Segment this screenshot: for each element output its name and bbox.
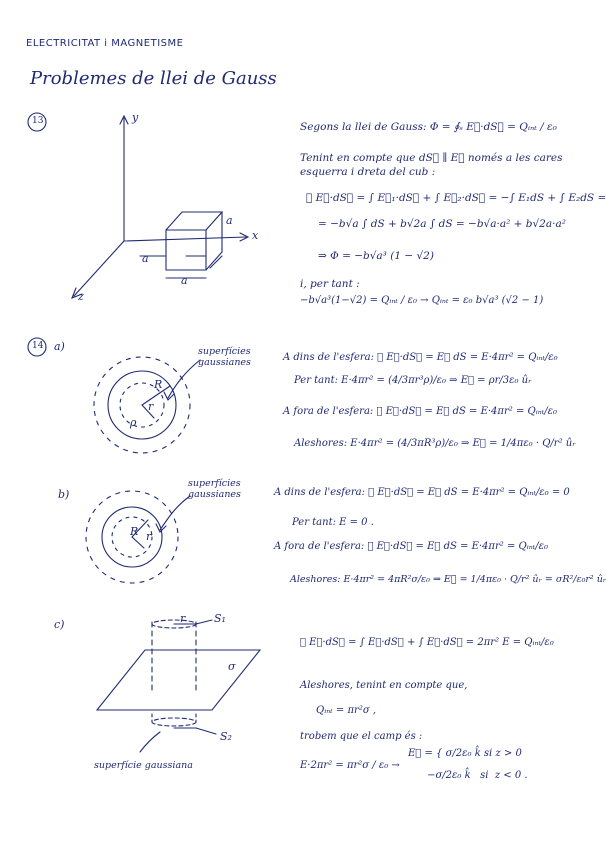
part-c-label: c) bbox=[54, 618, 65, 631]
charged-plane bbox=[97, 650, 260, 710]
part-a-label: a) bbox=[54, 340, 65, 353]
p14b-line-2: Per tant: E = 0 . bbox=[292, 517, 374, 528]
z-axis bbox=[74, 241, 124, 296]
p14b-line-3: A fora de l'esfera: ∮ E⃗·dS⃗ = E∮ dS = E·4πr² = Qᵢₙₜ/ε₀ bbox=[274, 541, 548, 552]
p14a-line-3: A fora de l'esfera: ∮ E⃗·dS⃗ = E∮ dS = E·4πr² = Qᵢₙₜ/ε₀ bbox=[283, 406, 557, 417]
gauss-cylinder-sides bbox=[152, 622, 196, 690]
p14c-line-6: E⃗ = { σ/2ε₀ k̂ si z > 0 bbox=[408, 748, 522, 759]
p14c-line-3: Qᵢₙₜ = πr²σ , bbox=[316, 705, 377, 716]
cube-dim-a-side: a bbox=[226, 214, 233, 227]
p13-line-3: esquerra i dreta del cub : bbox=[300, 166, 436, 178]
course-header: ELECTRICITAT i MAGNETISME bbox=[26, 38, 184, 49]
sigma-label: σ bbox=[228, 660, 236, 673]
p13-line-2: Tenint en compte que dS⃗ ∥ E⃗ només a les cares bbox=[300, 152, 563, 164]
sphere-a-r: r bbox=[148, 400, 154, 413]
p14b-line-1: A dins de l'esfera: ∮ E⃗·dS⃗ = E∮ dS = E·4πr² = Qᵢₙₜ/ε₀ = 0 bbox=[274, 487, 570, 498]
problem-14-number: 14 bbox=[32, 341, 44, 351]
gauss-surface-label-c: superfície gaussiana bbox=[94, 760, 193, 771]
axis-x-label: x bbox=[252, 229, 259, 242]
sphere-a-R: R bbox=[154, 378, 163, 391]
s1-arrow bbox=[196, 620, 212, 624]
p13-line-1: Segons la llei de Gauss: Φ = ∮ₛ E⃗·dS⃗ = Qᵢₙₜ / ε₀ bbox=[300, 121, 557, 133]
p14a-line-4: Aleshores: E·4πr² = (4/3πR³ρ)/ε₀ ⇒ E⃗ = 1/4πε₀ · Q/r² ûᵣ bbox=[294, 438, 576, 449]
p14a-line-1: A dins de l'esfera: ∮ E⃗·dS⃗ = E∮ dS = E·4πr² = Qᵢₙₜ/ε₀ bbox=[283, 352, 558, 363]
axis-y-label: y bbox=[132, 111, 139, 124]
p14c-line-7: −σ/2ε₀ k̂ si z < 0 . bbox=[408, 770, 528, 781]
p14c-line-2: Aleshores, tenint en compte que, bbox=[300, 680, 468, 691]
problem-13-number: 13 bbox=[32, 116, 44, 126]
arrow-to-surface-a bbox=[168, 360, 200, 398]
p14c-line-1: ∮ E⃗·dS⃗ = ∫ E⃗·dS⃗ + ∫ E⃗·dS⃗ = 2πr² E = Qᵢₙₜ/ε₀ bbox=[300, 637, 554, 648]
s2-label: S₂ bbox=[220, 730, 232, 743]
gauss-cap-bottom bbox=[152, 718, 196, 726]
sphere-b-r: r bbox=[146, 530, 152, 543]
s2-arrow bbox=[196, 728, 216, 734]
cube-top bbox=[166, 212, 222, 230]
radius-r-b bbox=[132, 537, 144, 548]
page-title: Problemes de llei de Gauss bbox=[30, 68, 277, 89]
cube-dim-a-bottom: a bbox=[181, 274, 188, 287]
dim-a-side bbox=[210, 256, 222, 268]
p14c-line-4: trobem que el camp és : bbox=[300, 731, 423, 742]
cube-front bbox=[166, 230, 206, 270]
sphere-b-R: R bbox=[130, 525, 139, 538]
gauss-surfaces-label-a: superfícies gaussianes bbox=[198, 346, 251, 368]
p14a-line-2: Per tant: E·4πr² = (4/3πr³ρ)/ε₀ ⇒ E⃗ = ρr/3ε₀ ûᵣ bbox=[294, 375, 532, 386]
p13-line-7: i, per tant : bbox=[300, 278, 360, 290]
axis-z-label: z bbox=[78, 290, 84, 303]
arrow-to-gauss-c bbox=[140, 732, 160, 752]
p13-line-5: = −b√a ∫ dS + b√2a ∫ dS = −b√a·a² + b√2a·a² bbox=[318, 218, 566, 230]
x-axis bbox=[124, 237, 246, 241]
p14c-line-5: E·2πr² = πr²σ / ε₀ → bbox=[300, 760, 400, 771]
radius-r-c: r bbox=[180, 612, 186, 625]
p13-line-8: −b√a³(1−√2) = Qᵢₙₜ / ε₀ → Qᵢₙₜ = ε₀ b√a³ (√2 − 1) bbox=[300, 295, 544, 306]
s1-label: S₁ bbox=[214, 612, 226, 625]
arrow-to-surface-b bbox=[160, 496, 190, 530]
part-b-label: b) bbox=[58, 488, 70, 501]
p13-line-6: ⇒ Φ = −b√a³ (1 − √2) bbox=[318, 250, 434, 262]
cube-dim-a-origin: a bbox=[142, 252, 149, 265]
p13-line-4: ∮ E⃗·dS⃗ = ∫ E⃗₁·dS⃗ + ∫ E⃗₂·dS⃗ = −∫ E₁dS + ∫ E₂dS = bbox=[306, 192, 606, 204]
p14b-line-4: Aleshores: E·4πr² = 4πR²σ/ε₀ ⇒ E⃗ = 1/4πε₀ · Q/r² ûᵣ = σR²/ε₀r² ûᵣ bbox=[290, 574, 606, 585]
gauss-surfaces-label-b: superfícies gaussianes bbox=[188, 478, 241, 500]
sphere-a-rho: ρ bbox=[130, 416, 137, 429]
